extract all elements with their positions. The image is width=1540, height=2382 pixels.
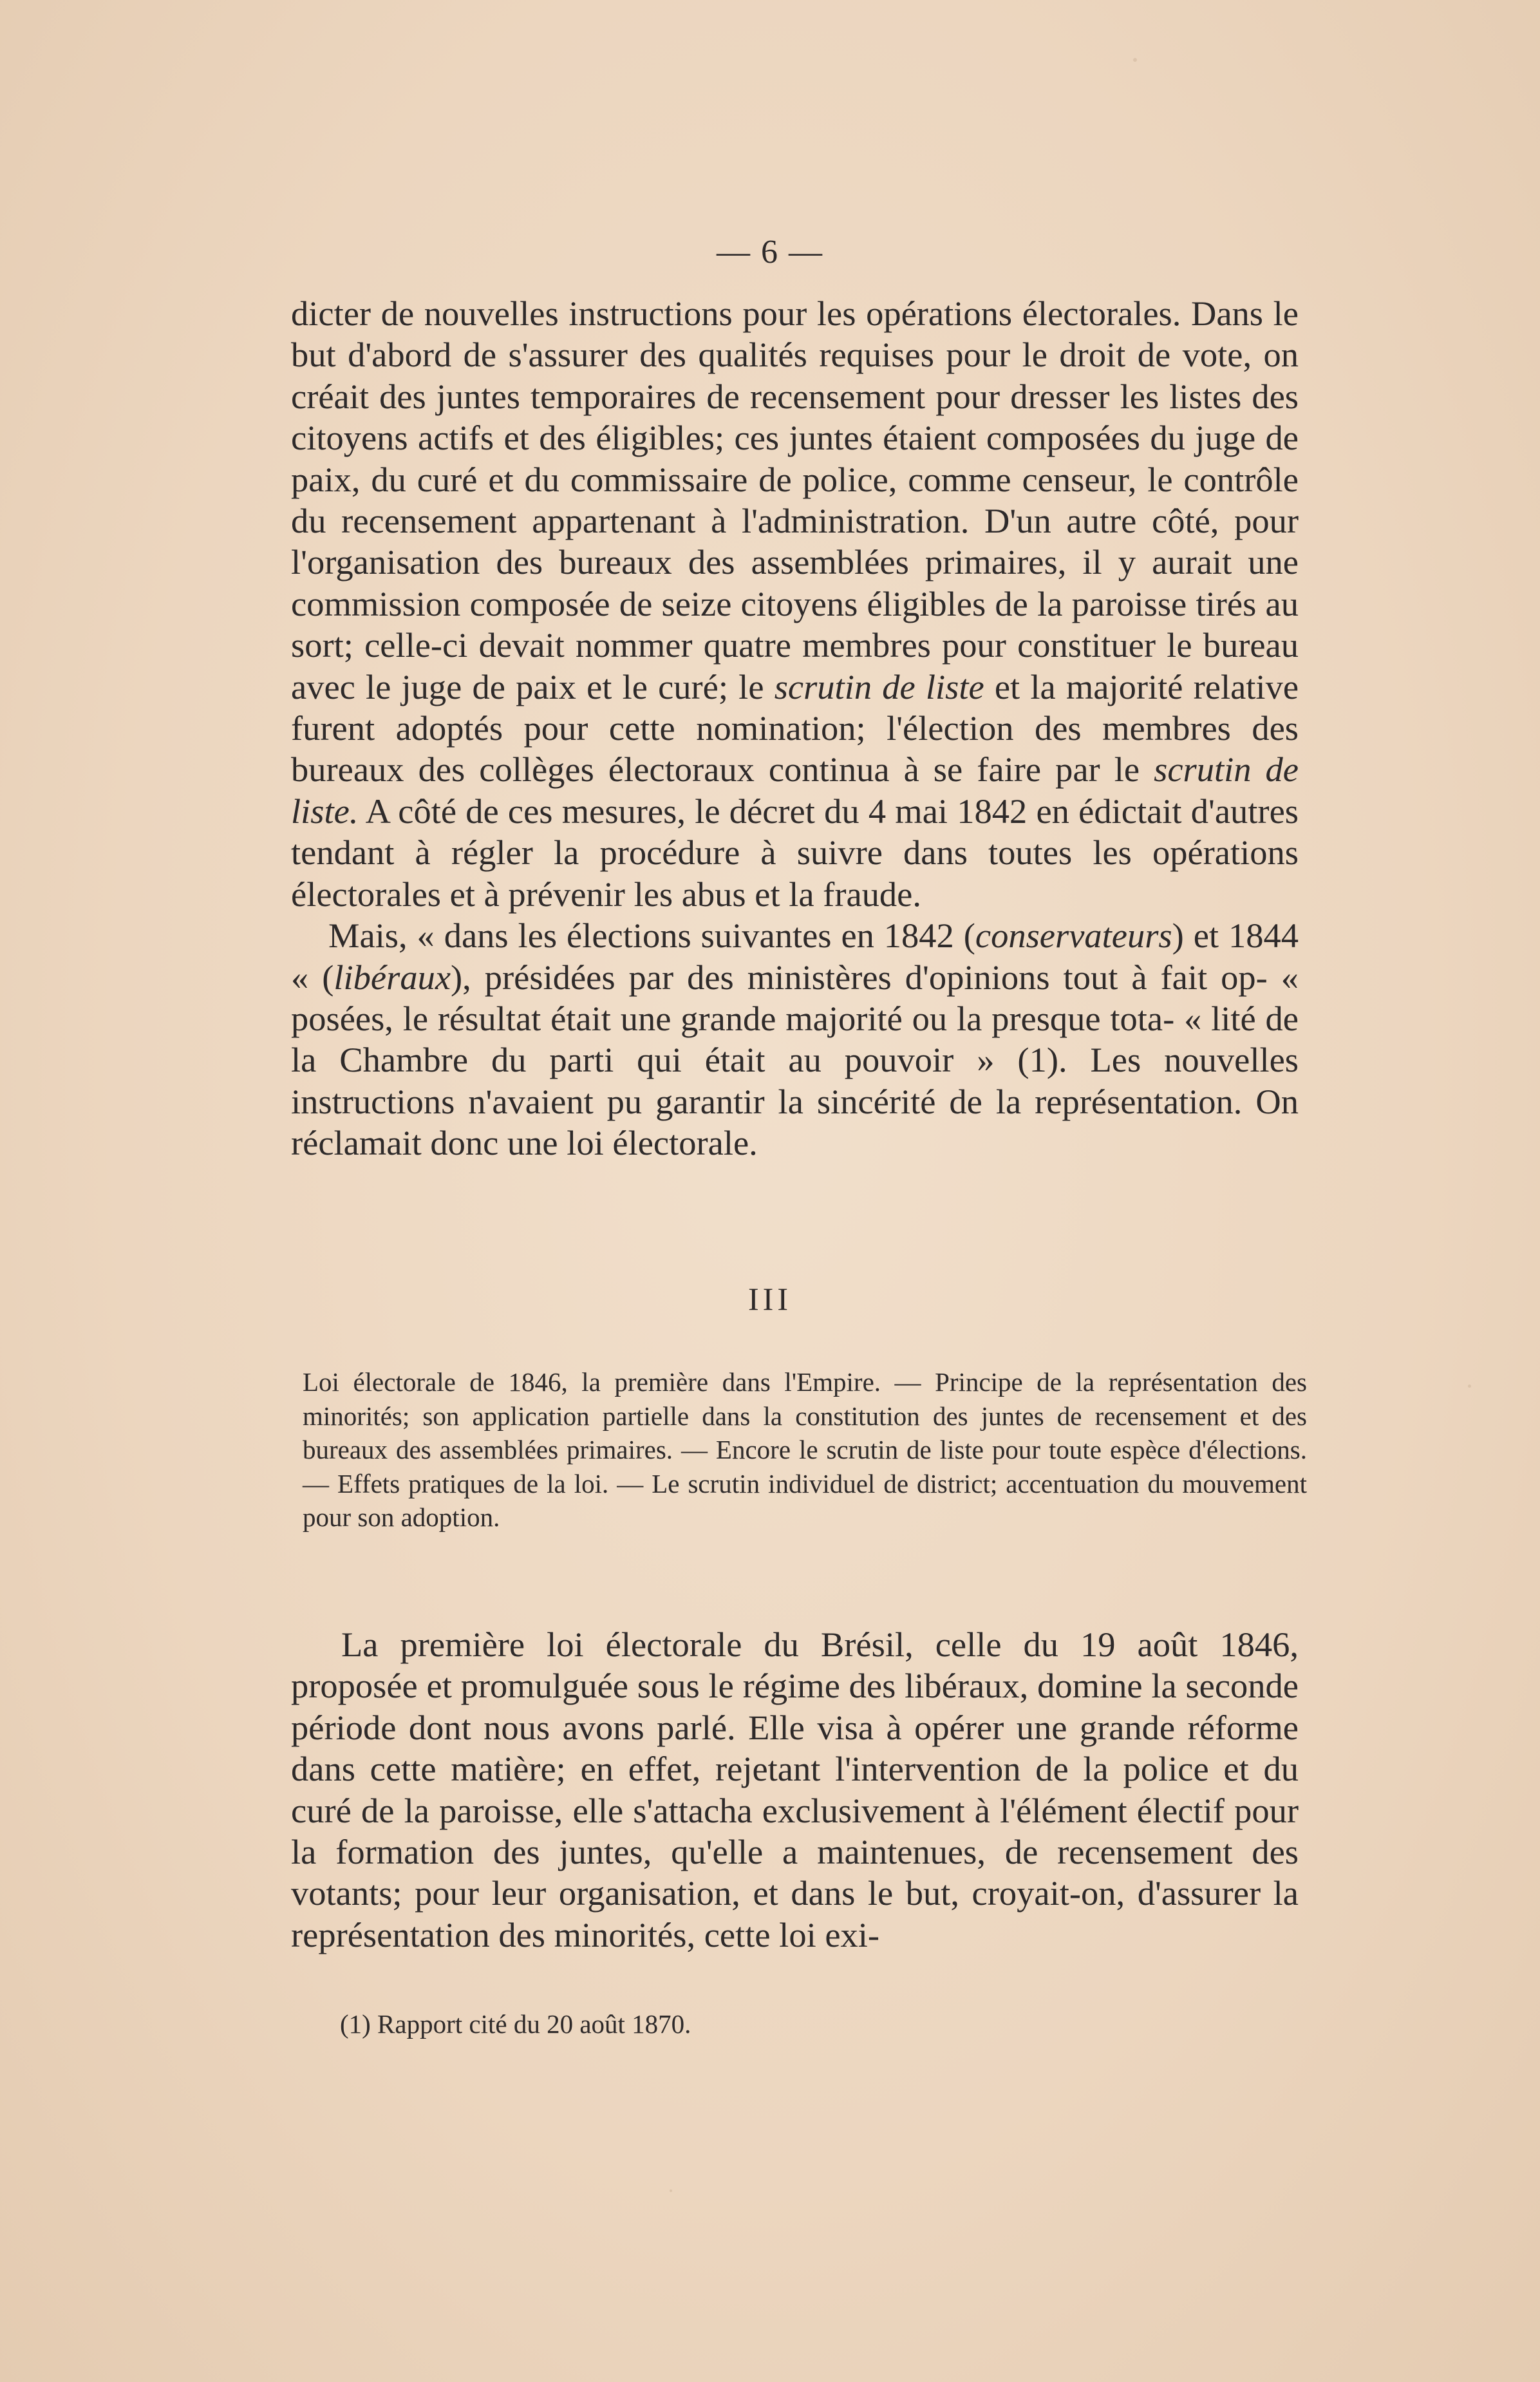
paper-spot [670,2189,672,2192]
paragraph-2: Mais, « dans les élections suivantes en 1842 (conservateurs) et 1844 « (libéraux), présidées par des ministères d'opinions tout à fait op- « posées, le résultat était une grande majorité ou la presque tota- « lité de la Chambre du parti qui était au pouvoir » (1). Les nouvelles instructions n'avaient pu garantir la sincérité de la représentation. On réclamait donc une loi électorale. [291,916,1299,1163]
footnote: (1) Rapport cité du 20 août 1870. [340,2009,691,2039]
paragraph-1: dicter de nouvelles instructions pour les opérations électorales. Dans le but d'abord de s'assurer des qualités requises pour le droit de vote, on créait des juntes temporaires de recensement pour dresser les listes des citoyens actifs et des éligibles; ces juntes étaient composées du juge de paix, du curé et du commissaire de police, comme censeur, le contrôle du recensement appartenant à l'administration. D'un autre côté, pour l'organisation des bureaux des assemblées primaires, il y aurait une commission composée de seize citoyens éligibles de la paroisse tirés au sort; celle-ci devait nommer quatre membres pour constituer le bureau avec le juge de paix et le curé; le scrutin de liste et la majorité relative furent adoptés pour cette nomination; l'élection des membres des bureaux des collèges électoraux continua à se faire par le scrutin de liste. A côté de ces mesures, le décret du 4 mai 1842 en édictait d'autres tendant à régler la procédure à suivre dans toutes les opérations électorales et à prévenir les abus et la fraude. [291,294,1299,914]
section-heading: III [748,1281,792,1317]
paper-spot [1133,58,1137,62]
section-summary [303,1365,1307,1535]
paragraph-3: La première loi électorale du Brésil, celle du 19 août 1846, proposée et promulguée sous le régime des libéraux, domine la seconde période dont nous avons parlé. Elle visa à opérer une grande réforme dans cette matière; en effet, rejetant l'intervention de la police et du curé de la paroisse, elle s'attacha exclusivement à l'élément électif pour la formation des juntes, qu'elle a maintenues, de recensement des votants; pour leur organisation, et dans le but, croyait-on, d'assurer la représentation des minorités, cette loi exi- [291,1625,1299,1954]
emphasis: libéraux [333,957,451,997]
paper-spot [1468,1385,1471,1388]
emphasis: scrutin de liste [774,666,984,706]
emphasis: conservateurs [975,916,1172,956]
summary-text: Loi électorale de 1846, la première dans l'Empire. — Principe de la représentation des minorités; son application partielle dans la constitution des juntes de recensement et des bureaux des assemblées primaires. — Encore le scrutin de liste pour toute espèce d'élections. — Effets pratiques de la loi. — Le scrutin individuel de district; accentuation du mouvement pour son adoption. [303,1367,1307,1532]
emphasis: scrutin de liste. [291,750,1299,831]
body-text-lower [291,1624,1299,1956]
body-text-upper [291,293,1299,1164]
page-number: — 6 — [717,234,823,270]
